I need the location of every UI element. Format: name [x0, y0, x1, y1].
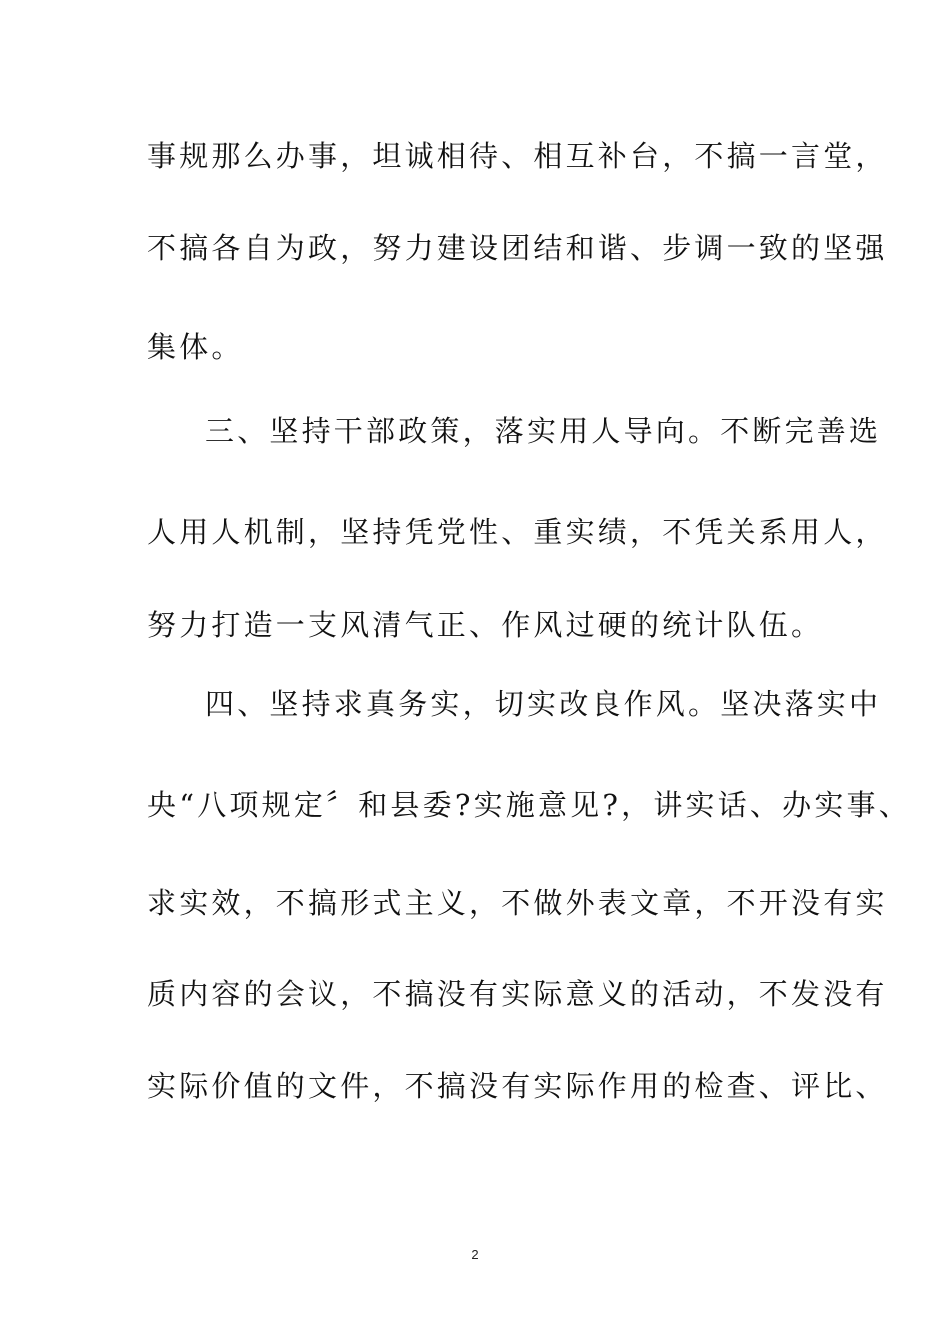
- text-line-3: 集体。: [147, 330, 244, 364]
- text-line-5: 人用人机制，坚持凭党性、重实绩，不凭关系用人，: [147, 515, 888, 549]
- text-line-1: 事规那么办事，坦诚相待、相互补台，不搞一言堂，: [147, 139, 888, 173]
- text-line-10: 质内容的会议，不搞没有实际意义的活动，不发没有: [147, 977, 888, 1011]
- text-line-11: 实际价值的文件，不搞没有实际作用的检查、评比、: [147, 1069, 888, 1103]
- paragraph-4-first-line: 四、坚持求真务实，切实改良作风。坚决落实中: [205, 687, 882, 721]
- page-number: 2: [471, 1247, 479, 1262]
- text-line-9: 求实效，不搞形式主义，不做外表文章，不开没有实: [147, 886, 888, 920]
- paragraph-3-first-line: 三、坚持干部政策，落实用人导向。不断完善选: [205, 414, 882, 448]
- text-line-6: 努力打造一支风清气正、作风过硬的统计队伍。: [147, 608, 824, 642]
- text-line-2: 不搞各自为政，努力建设团结和谐、步调一致的坚强: [147, 231, 888, 265]
- text-line-8: 央“八项规定〞和县委?实施意见?，讲实话、办实事、: [147, 788, 911, 822]
